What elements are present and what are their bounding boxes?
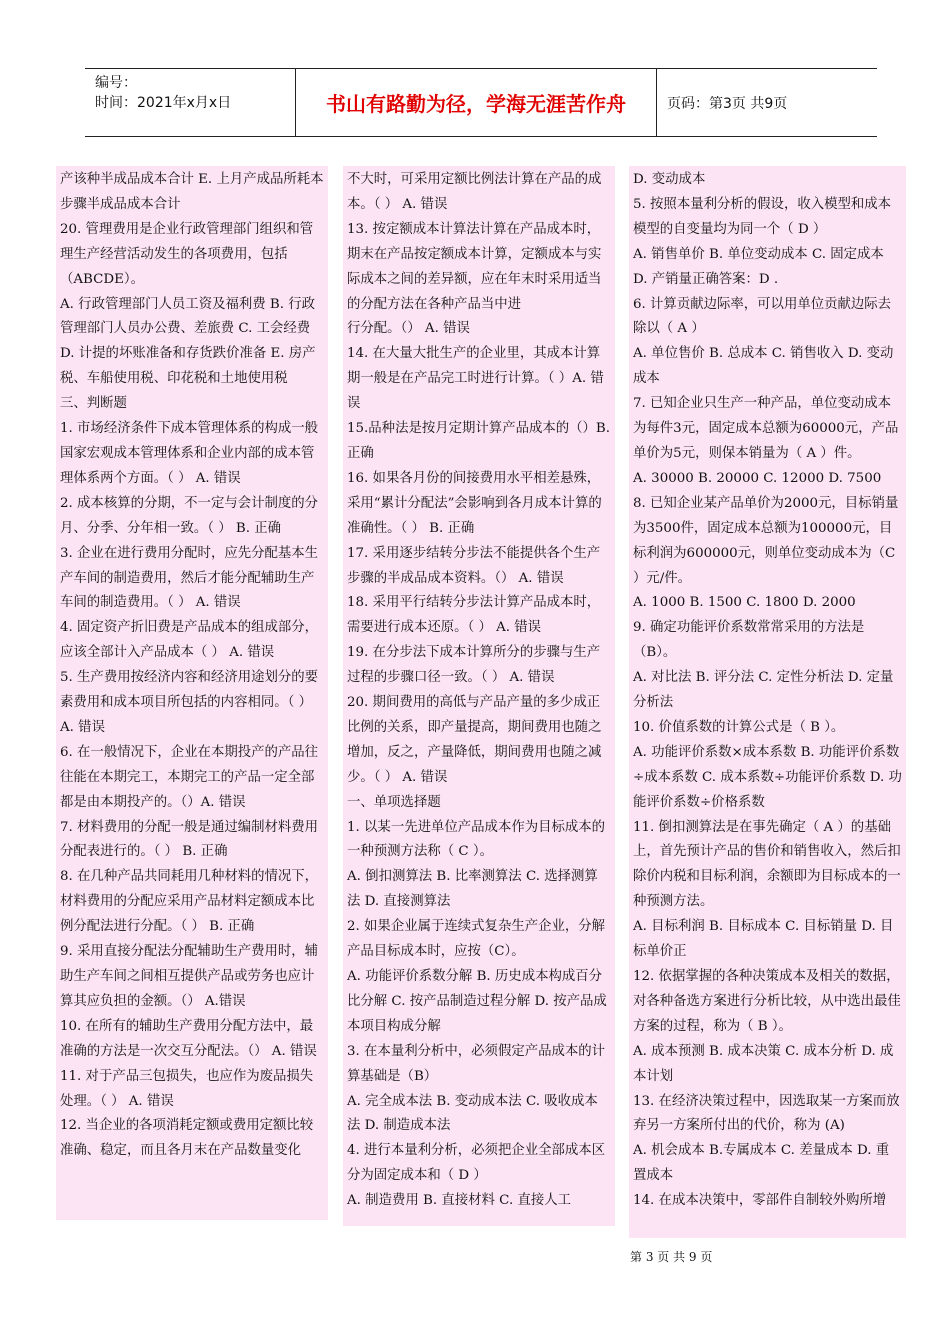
paragraph: 18. 采用平行结转分步法计算产品成本时，需要进行成本还原。（ ） A. 错误 bbox=[347, 595, 601, 636]
page-footer: 第 3 页 共 9 页 bbox=[630, 1250, 713, 1264]
paragraph: 1. 市场经济条件下成本管理体系的构成一般国家宏观成本管理体系和企业内部的成本管理体系两个方面。（ ） A. 错误 bbox=[60, 421, 319, 486]
paragraph: 1. 以某一先进单位产品成本作为目标成本的一种预测方法称（ C ）。 bbox=[347, 819, 606, 860]
paragraph: D. 计提的坏账准备和存货跌价准备 E. 房产税、车船使用税、印花税和土地使用税 bbox=[60, 346, 316, 387]
text-column-1 bbox=[56, 166, 328, 1220]
paragraph: 10. 在所有的辅助生产费用分配方法中，最准确的方法是一次交互分配法。（） A. 错误 bbox=[60, 1018, 317, 1059]
paragraph: 行分配。（） A. 错误 bbox=[347, 321, 470, 337]
header-motto: 书山有路勤为径，学海无涯苦作舟 bbox=[296, 69, 657, 136]
paragraph: 14. 在大量大批生产的企业里，其成本计算期一般是在产品完工时进行计算。（ ）A. 错误 bbox=[347, 346, 604, 412]
paragraph: A. 倒扣测算法 B. 比率测算法 C. 选择测算法 D. 直接测算法 bbox=[347, 869, 598, 910]
paragraph: A. 对比法 B. 评分法 C. 定性分析法 D. 定量分析法 bbox=[633, 670, 894, 711]
paragraph: 6. 计算贡献边际率，可以用单位贡献边际去除以（ A ） bbox=[633, 296, 892, 337]
paragraph: 8. 在几种产品共同耗用几种材料的情况下，材料费用的分配应采用产品材料定额成本比例分配法进行分配。（ ） B. 正确 bbox=[60, 869, 319, 935]
paragraph: 8. 已知企业某产品单价为2000元，目标销量为3500件，固定成本总额为100000元，目标利润为600000元，则单位变动成本为（C ）元/件。 bbox=[633, 495, 899, 586]
paragraph: 2. 如果企业属于连续式复杂生产企业，分解产品目标成本时，应按（C）。 bbox=[347, 919, 606, 960]
code-label: 编号： bbox=[95, 75, 137, 91]
paragraph: 20. 管理费用是企业行政管理部门组织和管理生产经营活动发生的各项费用，包括（ABCDE）。 bbox=[60, 221, 314, 287]
paragraph: 11. 对于产品三包损失，也应作为废品损失处理。（ ） A. 错误 bbox=[60, 1068, 314, 1109]
paragraph: 10. 价值系数的计算公式是（ B ）。 bbox=[633, 719, 845, 735]
paragraph: A. 成本预测 B. 成本决策 C. 成本分析 D. 成本计划 bbox=[633, 1043, 894, 1084]
paragraph: 一、单项选择题 bbox=[347, 794, 441, 810]
paragraph: 20. 期间费用的高低与产品产量的多少成正比例的关系，即产量提高，期间费用也随之增加，反之，产量降低，期间费用也随之减少。（ ） A. 错误 bbox=[347, 695, 602, 785]
paragraph: 4. 进行本量利分析，必须把企业全部成本区分为固定成本和（ D ） bbox=[347, 1143, 606, 1184]
paragraph: A. 功能评价系数×成本系数 B. 功能评价系数÷成本系数 C. 成本系数÷功能评价系数 D. 功能评价系数÷价格系数 bbox=[633, 744, 902, 810]
paragraph: A. 30000 B. 20000 C. 12000 D. 7500 bbox=[633, 470, 882, 486]
paragraph: 15.品种法是按月定期计算产品成本的（）B.正确 bbox=[347, 421, 611, 461]
time-label: 时间：2021年x月x日 bbox=[95, 95, 232, 111]
paragraph: 16. 如果各月份的间接费用水平相差悬殊，采用“累计分配法”会影响到各月成本计算的准确性。（ ） B. 正确 bbox=[347, 470, 602, 536]
paragraph: 14. 在成本决策中，零部件自制较外购所增 bbox=[633, 1193, 887, 1209]
paragraph: 11. 倒扣测算法是在事先确定（ A ）的基础上，首先预计产品的售价和销售收入，然后扣除价内税和目标利润，余额即为目标成本的一种预测方法。 bbox=[633, 819, 901, 910]
paragraph: A. 行政管理部门人员工资及福利费 B. 行政管理部门人员办公费、差旅费 C. 工会经费 bbox=[60, 296, 316, 337]
paragraph: 4. 固定资产折旧费是产品成本的组成部分，应该全部计入产品成本（ ） A. 错误 bbox=[60, 620, 319, 661]
paragraph: 产该种半成品成本合计 E. 上月产成品所耗本步骤半成品成本合计 bbox=[60, 172, 324, 212]
paragraph: A. 制造费用 B. 直接材料 C. 直接人工 bbox=[347, 1193, 572, 1209]
paragraph: 13. 在经济决策过程中，因选取某一方案而放弃另一方案所付出的代价，称为 (A) bbox=[633, 1093, 900, 1134]
paragraph: D. 变动成本 bbox=[633, 172, 706, 187]
paragraph: 5. 按照本量利分析的假设，收入模型和成本模型的自变量均为同一个（ D ） bbox=[633, 196, 892, 237]
header-meta bbox=[85, 69, 296, 136]
paragraph: 17. 采用逐步结转分步法不能提供各个生产步骤的半成品成本资料。（） A. 错误 bbox=[347, 545, 601, 586]
text-column-3 bbox=[629, 166, 906, 1238]
paragraph: 5. 生产费用按经济内容和经济用途划分的要素费用和成本项目所包括的内容相同。（ ） A. 错误 bbox=[60, 670, 319, 735]
paragraph: A. 功能评价系数分解 B. 历史成本构成百分比分解 C. 按产品制造过程分解 D. 按产品成本项目构成分解 bbox=[347, 969, 607, 1034]
paragraph: 13. 按定额成本计算法计算在产品成本时，期末在产品按定额成本计算，定额成本与实际成本之间的差异额，应在年末时采用适当的分配方法在各种产品当中进 bbox=[347, 221, 602, 312]
paragraph: 9. 确定功能评价系数常常采用的方法是（B）。 bbox=[633, 620, 865, 661]
paragraph: A. 销售单价 B. 单位变动成本 C. 固定成本 D. 产销量正确答案：D . bbox=[633, 246, 884, 287]
paragraph: 3. 在本量利分析中，必须假定产品成本的计算基础是（B） bbox=[347, 1043, 606, 1084]
paragraph: A. 完全成本法 B. 变动成本法 C. 吸收成本法 D. 制造成本法 bbox=[347, 1093, 598, 1134]
paragraph: 三、判断题 bbox=[60, 396, 127, 412]
paragraph: 9. 采用直接分配法分配辅助生产费用时，辅助生产车间之间相互提供产品或劳务也应计算其应负担的金额。（） A.错误 bbox=[60, 944, 319, 1009]
paragraph: 7. 材料费用的分配一般是通过编制材料费用分配表进行的。（ ） B. 正确 bbox=[60, 819, 319, 860]
paragraph: A. 机会成本 B.专属成本 C. 差量成本 D. 重置成本 bbox=[633, 1143, 890, 1184]
header-page-label: 页码：第3页 共9页 bbox=[667, 95, 788, 112]
paragraph: A. 目标利润 B. 目标成本 C. 目标销量 D. 目标单价正 bbox=[633, 919, 894, 960]
text-column-2 bbox=[343, 166, 615, 1226]
paragraph: 3. 企业在进行费用分配时，应先分配基本生产车间的制造费用，然后才能分配辅助生产车间的制造费用。（ ） A. 错误 bbox=[60, 545, 319, 611]
paragraph: A. 单位售价 B. 总成本 C. 销售收入 D. 变动成本 bbox=[633, 346, 894, 387]
paragraph: 6. 在一般情况下，企业在本期投产的产品往往能在本期完工，本期完工的产品一定全部都是由本期投产的。（）A. 错误 bbox=[60, 744, 319, 810]
page-header bbox=[85, 68, 877, 137]
paragraph: 7. 已知企业只生产一种产品，单位变动成本为每件3元，固定成本总额为60000元，产品单价为5元，则保本销量为（ A ）件。 bbox=[633, 396, 899, 461]
paragraph: A. 1000 B. 1500 C. 1800 D. 2000 bbox=[633, 595, 856, 611]
paragraph: 19. 在分步法下成本计算所分的步骤与生产过程的步骤口径一致。（ ） A. 错误 bbox=[347, 645, 601, 686]
paragraph: 2. 成本核算的分期，不一定与会计制度的分月、分季、分年相一致。（ ） B. 正确 bbox=[60, 495, 319, 536]
paragraph: 12. 依据掌握的各种决策成本及相关的数据，对各种备选方案进行分析比较，从中选出最佳方案的过程，称为（ B ）。 bbox=[633, 969, 901, 1034]
paragraph: 不大时，可采用定额比例法计算在产品的成本。（ ） A. 错误 bbox=[347, 172, 602, 212]
paragraph: 12. 当企业的各项消耗定额或费用定额比较准确、稳定，而且各月末在产品数量变化 bbox=[60, 1118, 314, 1159]
